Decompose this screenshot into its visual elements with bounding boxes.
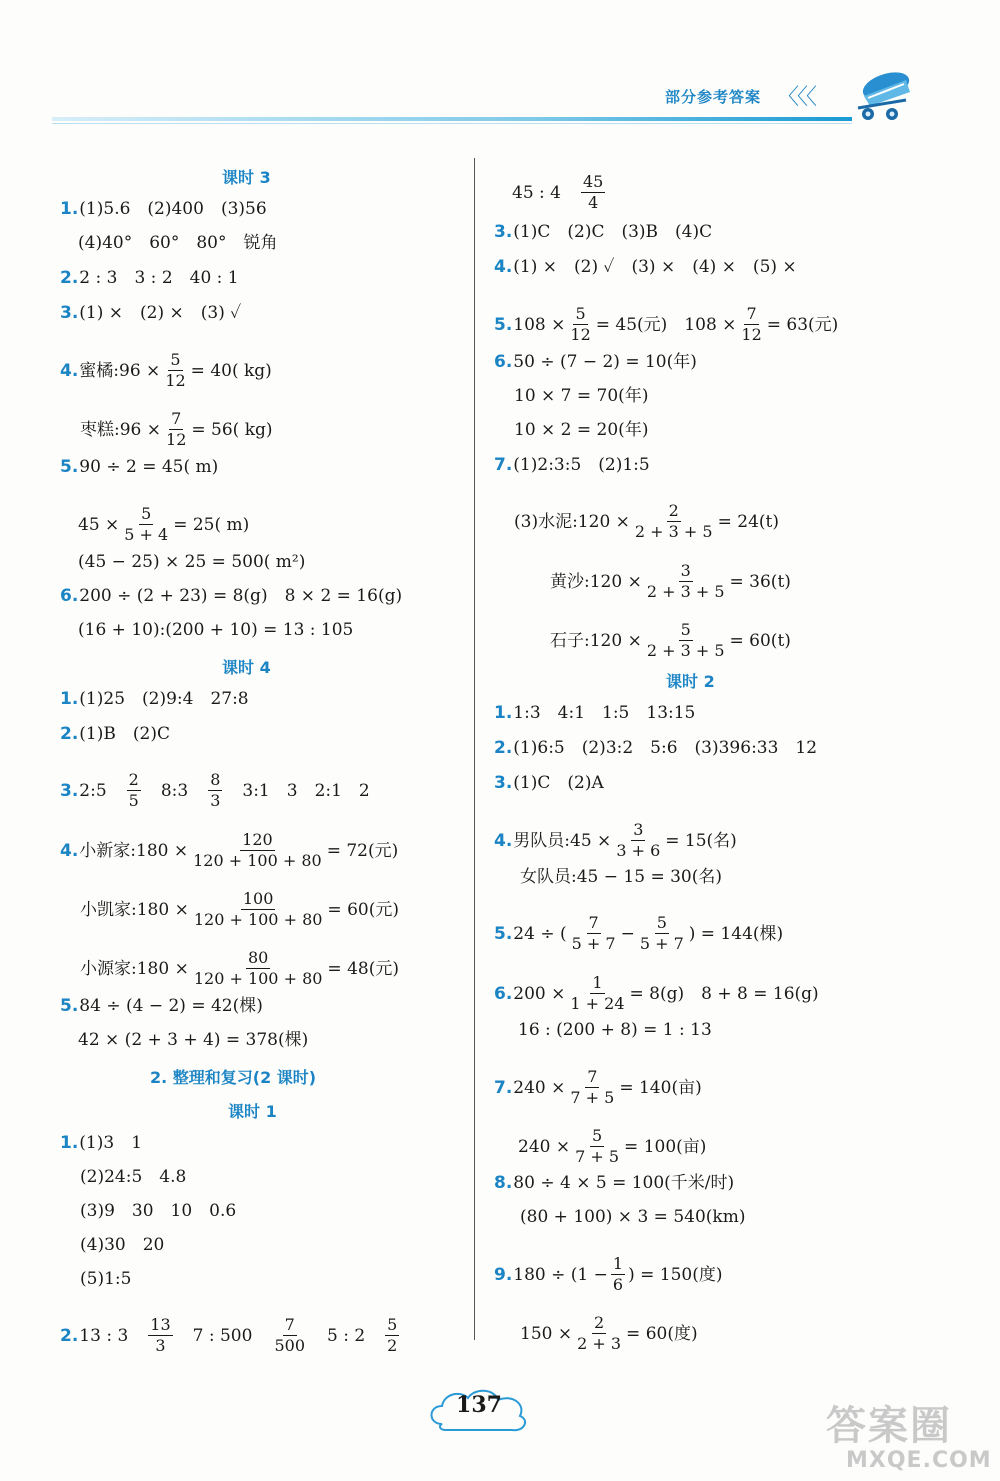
fraction-numerator: 2 [593, 1313, 605, 1332]
fraction-numerator: 5 [575, 304, 586, 323]
fraction [568, 973, 626, 1014]
fraction-denominator: 5 + 4 [124, 525, 169, 544]
fraction [163, 350, 187, 391]
page-number: 137 [456, 1392, 502, 1418]
answer-line [78, 504, 249, 545]
answer-text: = 72(元) [326, 840, 399, 861]
answer-text: 2:5 [79, 780, 124, 801]
fraction-numerator: 7 [588, 913, 599, 932]
fraction-denominator: 6 [612, 1275, 624, 1294]
fraction-denominator: 12 [165, 371, 186, 390]
fraction [581, 172, 605, 213]
header-rule [52, 117, 852, 121]
answer-line [494, 257, 797, 277]
fraction-numerator: 80 [247, 948, 269, 967]
fraction-denominator: 2 + 3 + 5 [646, 582, 725, 601]
fraction [633, 501, 715, 542]
answer-line [494, 738, 817, 758]
answer-text: 女队员:45 − 15 = 30(名) [520, 867, 722, 887]
fraction-numerator: 13 [150, 1315, 171, 1334]
question-number: 1. [60, 1133, 79, 1153]
answer-text: 84 ÷ (4 − 2) = 42(棵) [79, 996, 263, 1016]
fraction-denominator: 2 + 3 + 5 [634, 522, 713, 541]
answer-line [78, 1030, 308, 1050]
fraction-denominator: 3 + 6 [616, 841, 661, 860]
answer-line [60, 996, 263, 1016]
answer-text: (4)30 20 [80, 1235, 165, 1255]
fraction-denominator: 2 + 3 [577, 1334, 622, 1353]
fraction [385, 1315, 399, 1356]
question-number: 5. [60, 996, 79, 1016]
fraction [611, 1254, 625, 1295]
answer-text: (3)水泥:120 × [514, 511, 630, 532]
fraction-denominator: 12 [570, 325, 591, 344]
answer-line [550, 561, 791, 602]
answer-text: − [620, 923, 635, 944]
answer-text: 90 ÷ 2 = 45( m) [79, 457, 219, 477]
fraction-numerator: 7 [171, 409, 182, 428]
answer-text: (1) × (2) × (3) ✓ [79, 303, 242, 323]
answer-line [514, 386, 648, 406]
answer-text: 小新家:180 × [79, 840, 189, 861]
fraction [645, 561, 727, 602]
answer-text: 小凯家:180 × [80, 899, 189, 920]
question-number: 4. [60, 840, 79, 861]
answer-line [494, 773, 604, 793]
answer-line [514, 501, 779, 542]
answer-text: 2 : 3 3 : 2 40 : 1 [79, 268, 239, 288]
fraction-numerator: 1 [612, 1254, 624, 1273]
fraction [272, 1315, 307, 1356]
answer-text: = 60(元) [327, 899, 399, 920]
fraction [164, 409, 188, 450]
answer-text: 80 ÷ 4 × 5 = 100(千米/时) [513, 1173, 735, 1193]
answer-text: 50 ÷ (7 − 2) = 10(年) [513, 352, 697, 372]
answer-line [512, 172, 608, 213]
header-rule-thin [52, 123, 852, 124]
answer-line [494, 973, 819, 1014]
answer-line [520, 1313, 698, 1354]
answer-text: (1)C (2)A [513, 773, 604, 793]
answer-line [520, 867, 722, 887]
question-number: 7. [494, 1077, 513, 1098]
fraction-numerator: 100 [242, 889, 274, 908]
fraction-denominator: 2 [387, 1336, 398, 1355]
answer-text: 5 : 2 [310, 1325, 383, 1346]
answer-text: 3:1 3 2:1 2 [225, 780, 370, 801]
answer-line [60, 268, 239, 288]
fraction [192, 948, 325, 989]
fraction-numerator: 8 [210, 770, 221, 789]
fraction-numerator: 7 [284, 1315, 295, 1334]
answer-text: = 40( kg) [190, 360, 272, 381]
fraction-denominator: 120 + 100 + 80 [193, 910, 323, 929]
answer-text: 10 × 7 = 70(年) [514, 386, 649, 406]
answer-text: 黄沙:120 × [550, 571, 642, 592]
fraction-denominator: 2 + 3 + 5 [646, 641, 725, 660]
lesson-heading: 课时 2 [666, 672, 715, 691]
fraction-numerator: 5 [591, 1126, 603, 1145]
fraction-denominator: 12 [166, 430, 187, 449]
answer-line [494, 820, 737, 861]
question-number: 1. [494, 703, 513, 723]
answer-text: 42 × (2 + 3 + 4) = 378(棵) [78, 1030, 309, 1050]
fraction-numerator: 2 [128, 770, 139, 789]
question-number: 5. [60, 457, 79, 477]
fraction [127, 770, 141, 811]
mascot-icon [848, 62, 918, 124]
answer-line [518, 1126, 706, 1167]
answer-text: 枣糕:96 × [80, 419, 162, 440]
answer-line [60, 586, 402, 606]
fraction [122, 504, 170, 545]
fraction-numerator: 2 [668, 501, 679, 520]
answer-line [60, 350, 272, 391]
question-number: 6. [60, 586, 79, 606]
watermark-logo: 答案圈 [826, 1403, 952, 1449]
lesson-heading: 课时 4 [222, 658, 271, 677]
answer-text: = 56( kg) [191, 419, 273, 440]
answer-line [80, 1167, 186, 1187]
answer-text: = 140(亩) [619, 1077, 702, 1098]
answer-text: (1) × (2) ✓ (3) × (4) × (5) × [513, 257, 797, 277]
answer-line [80, 409, 273, 450]
question-number: 8. [494, 1173, 513, 1193]
answer-text: (5)1:5 [80, 1269, 132, 1289]
fraction [192, 889, 325, 930]
fraction [645, 620, 727, 661]
answer-text: (45 − 25) × 25 = 500( m²) [78, 552, 306, 572]
question-number: 9. [494, 1264, 513, 1285]
answer-text: = 24(t) [717, 511, 779, 532]
question-number: 1. [60, 199, 79, 219]
question-number: 1. [60, 689, 79, 709]
question-number: 4. [494, 830, 513, 851]
fraction [739, 304, 763, 345]
answer-text: 蜜橘:96 × [79, 360, 161, 381]
answer-text: ) = 150(度) [628, 1264, 723, 1285]
answer-line [494, 1254, 723, 1295]
answer-line [494, 703, 695, 723]
fraction-denominator: 5 [128, 791, 139, 810]
answer-text: (1)3 1 [79, 1133, 143, 1153]
answer-text: 小源家:180 × [80, 958, 189, 979]
fraction-denominator: 120 + 100 + 80 [193, 851, 322, 870]
answer-text: = 8(g) 8 + 8 = 16(g) [629, 983, 819, 1004]
answer-text: ) = 144(棵) [688, 923, 784, 944]
answer-text: (4)40° 60° 80° 锐角 [78, 233, 278, 253]
fraction-numerator: 1 [592, 973, 603, 992]
answer-line [80, 1269, 131, 1289]
answer-text: = 60(度) [626, 1323, 698, 1344]
fraction [568, 304, 592, 345]
question-number: 4. [60, 360, 79, 381]
fraction-numerator: 5 [656, 913, 667, 932]
question-number: 3. [494, 222, 513, 242]
answer-text: (1)C (2)C (3)B (4)C [513, 222, 713, 242]
answer-line [494, 304, 838, 345]
answer-line [494, 1067, 702, 1108]
fraction-denominator: 5 + 7 [571, 934, 616, 953]
answer-text: 240 × [518, 1136, 571, 1157]
question-number: 4. [494, 257, 513, 277]
answer-text: 24 ÷ ( [513, 923, 567, 944]
question-number: 5. [494, 923, 513, 944]
answer-text: 150 × [520, 1323, 573, 1344]
fraction [570, 913, 618, 954]
answer-line [80, 889, 399, 930]
fraction [575, 1313, 623, 1354]
answer-text: = 63(元) [766, 314, 839, 335]
answer-text: 45 : 4 [512, 182, 578, 203]
question-number: 7. [494, 455, 513, 475]
fraction-denominator: 3 [155, 1336, 166, 1355]
fraction-denominator: 3 [210, 791, 221, 810]
answer-line [494, 1173, 734, 1193]
answer-text: = 15(名) [665, 830, 737, 851]
answer-line [60, 457, 218, 477]
question-number: 2. [60, 1325, 79, 1346]
answer-line [60, 1133, 142, 1153]
answer-text: 8:3 [143, 780, 206, 801]
answer-text: (1)2:3:5 (2)1:5 [513, 455, 650, 475]
fraction-denominator: 7 + 5 [570, 1088, 615, 1107]
question-number: 6. [494, 983, 513, 1004]
section-title: 部分参考答案 [665, 88, 762, 106]
fraction [208, 770, 222, 811]
question-number: 3. [60, 780, 79, 801]
fraction-numerator: 5 [141, 504, 152, 523]
answer-text: 45 × [78, 514, 120, 535]
fraction [573, 1126, 621, 1167]
question-number: 2. [494, 738, 513, 758]
fraction-denominator: 4 [588, 193, 599, 212]
answer-text: (1)5.6 (2)400 (3)56 [79, 199, 267, 219]
answer-text: = 48(元) [327, 958, 399, 979]
answer-line [78, 233, 277, 253]
fraction-denominator: 5 + 7 [639, 934, 684, 953]
fraction-denominator: 1 + 24 [570, 994, 625, 1013]
answer-text: 男队员:45 × [513, 830, 612, 851]
fraction [148, 1315, 172, 1356]
answer-text: = 25( m) [173, 514, 250, 535]
question-number: 2. [60, 724, 79, 744]
answer-text: 180 ÷ (1 − [513, 1264, 608, 1285]
fraction [191, 830, 324, 871]
answer-line [60, 830, 398, 871]
answer-line [60, 770, 370, 811]
fraction-numerator: 7 [587, 1067, 598, 1086]
answer-text: = 36(t) [729, 571, 791, 592]
question-number: 3. [60, 303, 79, 323]
question-number: 5. [494, 314, 513, 335]
answer-line [514, 420, 648, 440]
question-number: 3. [494, 773, 513, 793]
lesson-heading: 课时 3 [222, 168, 271, 187]
column-divider [474, 158, 475, 1340]
answer-text: 200 ÷ (2 + 23) = 8(g) 8 × 2 = 16(g) [79, 586, 403, 606]
answer-text: = 45(元) 108 × [595, 314, 737, 335]
answer-text: = 100(亩) [624, 1136, 707, 1157]
answer-text: 13 : 3 [79, 1325, 146, 1346]
answer-text: (1)B (2)C [79, 724, 170, 744]
answer-line [80, 948, 399, 989]
answer-line [518, 1020, 712, 1040]
answer-text: 10 × 2 = 20(年) [514, 420, 649, 440]
fraction-numerator: 45 [582, 172, 604, 191]
answer-line [60, 1315, 402, 1356]
answer-line [60, 689, 249, 709]
answer-line [80, 1235, 164, 1255]
fraction-denominator: 500 [274, 1336, 305, 1355]
question-number: 6. [494, 352, 513, 372]
answer-text: (1)25 (2)9:4 27:8 [79, 689, 249, 709]
answer-text: (1)6:5 (2)3:2 5:6 (3)396:33 12 [513, 738, 818, 758]
lesson-heading: 课时 1 [228, 1102, 277, 1121]
lesson-heading: 2. 整理和复习(2 课时) [150, 1068, 317, 1087]
fraction [614, 820, 662, 861]
answer-text: 7 : 500 [175, 1325, 270, 1346]
watermark-url: MXQE.COM [846, 1448, 992, 1473]
answer-line [494, 352, 697, 372]
fraction-numerator: 3 [633, 820, 644, 839]
fraction-denominator: 12 [741, 325, 762, 344]
answer-text: 108 × [513, 314, 566, 335]
answer-line [60, 199, 267, 219]
answer-text: 200 × [513, 983, 566, 1004]
fraction [638, 913, 686, 954]
fraction-denominator: 120 + 100 + 80 [193, 969, 323, 988]
answer-text: 16 : (200 + 8) = 1 : 13 [518, 1020, 712, 1040]
answer-text: (16 + 10):(200 + 10) = 13 : 105 [78, 620, 354, 640]
answer-text: 石子:120 × [550, 630, 642, 651]
fraction-numerator: 5 [387, 1315, 398, 1334]
answer-line [60, 724, 170, 744]
answer-line [60, 303, 241, 323]
answer-line [78, 552, 305, 572]
answer-line [550, 620, 791, 661]
fraction-numerator: 120 [242, 830, 273, 849]
answer-line [494, 913, 783, 954]
fraction-numerator: 5 [170, 350, 181, 369]
page-number-badge [424, 1380, 534, 1440]
answer-line [520, 1207, 745, 1227]
answer-text: (3)9 30 10 0.6 [80, 1201, 237, 1221]
answer-line [80, 1201, 236, 1221]
fraction-denominator: 7 + 5 [575, 1147, 620, 1166]
answer-line [494, 455, 650, 475]
chevrons-icon: 〈〈〈 [777, 85, 816, 110]
fraction [568, 1067, 616, 1108]
answer-text: 1:3 4:1 1:5 13:15 [513, 703, 696, 723]
answer-text: = 60(t) [729, 630, 791, 651]
question-number: 2. [60, 268, 79, 288]
fraction-numerator: 7 [746, 304, 757, 323]
answer-text: 240 × [513, 1077, 566, 1098]
answer-text: (80 + 100) × 3 = 540(km) [520, 1207, 746, 1227]
answer-text: (2)24:5 4.8 [80, 1167, 187, 1187]
fraction-numerator: 5 [680, 620, 691, 639]
answer-line [494, 222, 712, 242]
fraction-numerator: 3 [680, 561, 691, 580]
answer-line [78, 620, 353, 640]
